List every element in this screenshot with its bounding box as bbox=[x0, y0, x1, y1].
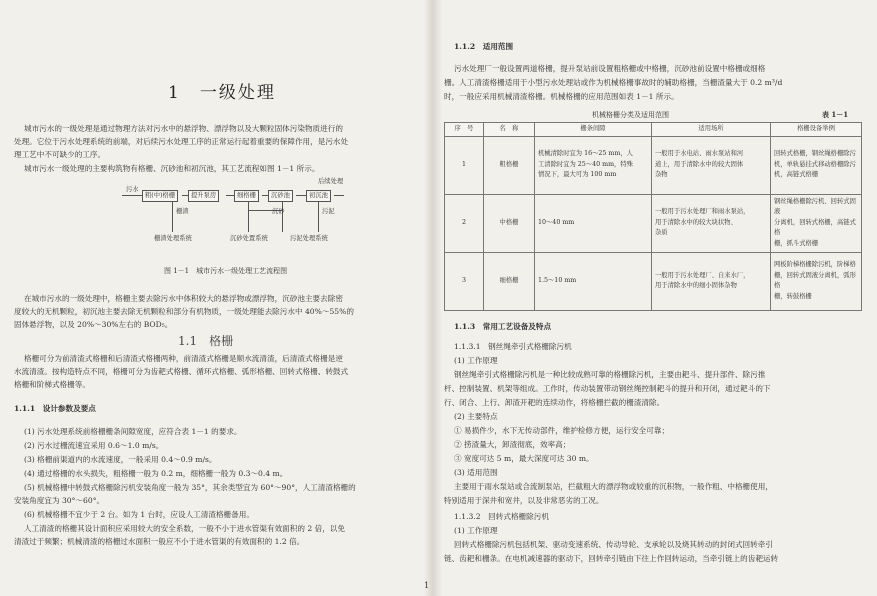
flow-bottom-label: 沉砂处置系统 bbox=[230, 235, 268, 242]
item-line: 特别适用于深井和宽井，以及非常恶劣的工况。 bbox=[444, 496, 604, 505]
paragraph-line: 水流清渣。按构造特点不同，格栅可分为齿耙式格栅、循环式格栅、弧形格栅、回转式格栅、转鼓式 bbox=[14, 367, 349, 376]
flow-node: 沉砂池 bbox=[268, 190, 293, 202]
design-point: (1) 污水处理系统前格栅栅条间隙宽度，应符合表 1－1 的要求。 bbox=[24, 427, 242, 436]
item-line: (3) 适用范围 bbox=[454, 468, 498, 477]
page-number: 1 bbox=[424, 581, 430, 590]
table-cell: 一般用于污水处理厂和雨水泵站， 用于清除水中的较大块状物、 杂质 bbox=[652, 194, 771, 252]
section-title: 1.1 格栅 bbox=[178, 334, 234, 348]
flow-bottom-label: 栅渣处理系统 bbox=[154, 235, 192, 242]
table-cell: 2 bbox=[445, 194, 484, 252]
flow-node: 提升泵房 bbox=[188, 190, 219, 202]
design-point: 安装角度宜为 30°～60°。 bbox=[14, 496, 105, 505]
subsection-title: 1.1.2 适用范围 bbox=[454, 42, 514, 51]
design-point: 人工清渣的格栅其设计面积应采用较大的安全系数，一般不小于进水管渠有效面积的 2 倍，以免 bbox=[24, 524, 345, 533]
paragraph-line: 栅。人工清渣格栅适用于小型污水处理站或作为机械格栅事故时的辅助格栅，当栅渣量大于 0.2 m³/d bbox=[444, 78, 783, 87]
table-header-row bbox=[445, 123, 862, 137]
item-line: (1) 工作原理 bbox=[454, 356, 498, 365]
item-line: 回转式格栅除污机包括机架、驱动变速系统、传动导轮、支承轮以及烧其转动的封闭式回转牵引 bbox=[454, 540, 773, 549]
flow-below-label: 栅渣 bbox=[176, 208, 189, 215]
process-flow-diagram bbox=[122, 180, 352, 250]
figure-caption: 图 1－1 城市污水一级处理工艺流程图 bbox=[164, 267, 288, 275]
item-line: (1) 工作原理 bbox=[454, 526, 498, 535]
flow-node: 细格栅 bbox=[234, 190, 259, 202]
right-page bbox=[442, 0, 867, 596]
item-line: (2) 主要特点 bbox=[454, 412, 498, 421]
flow-output-label: 后续处理 bbox=[318, 178, 344, 185]
item-line: 杆、控制装置、机架等组成。工作时，传动装置带动钢丝绳控制耙斗的提升和开闭，通过耙斗的下 bbox=[444, 384, 771, 393]
subsection-title: 1.1.1 设计参数及要点 bbox=[14, 404, 96, 413]
table-header: 名 称 bbox=[484, 123, 535, 137]
design-point: 清渣过于频繁；机械清渣的格栅过水面积一般应不小于进水管渠的有效面积的 1.2 倍。 bbox=[14, 537, 305, 546]
item-title: 1.1.3.2 回转式格栅除污机 bbox=[454, 512, 549, 521]
design-point: (3) 格栅前渠道内的水流速度，一般采用 0.4～0.9 m/s。 bbox=[24, 455, 217, 464]
design-point: (6) 机械格栅不宜少于 2 台。如为 1 台时，应设人工清渣格栅备用。 bbox=[24, 510, 254, 519]
table-cell: 1 bbox=[445, 136, 484, 194]
table-title: 机械格栅分类及适用范围 bbox=[592, 111, 669, 119]
item-line: 链、齿耙和栅条。在电机减速器的驱动下，回转牵引链由下往上作回转运动，当牵引链上的齿耙运转 bbox=[444, 554, 779, 563]
flow-below-label: 污泥 bbox=[322, 208, 335, 215]
item-line: 主要用于雨水泵站或合流制泵站，拦截粗大的漂浮物或较重的沉积物，一般作粗、中格栅使用， bbox=[454, 482, 773, 491]
intro-line: 理工艺中不可缺少的工序。 bbox=[14, 150, 106, 159]
table-cell: 10～40 mm bbox=[535, 194, 652, 252]
paragraph-line: 在城市污水的一级处理中，格栅主要去除污水中体积较大的悬浮物或漂浮物，沉砂池主要去除密 bbox=[24, 294, 343, 303]
intro-line: 城市污水一级处理的主要构筑物有格栅、沉砂池和初沉池，其工艺流程如图 1－1 所示。 bbox=[24, 164, 320, 173]
item-line: ② 捞渣量大，卸渣彻底，效率高； bbox=[454, 440, 571, 449]
paragraph-line: 格栅可分为前清渣式格栅和后清渣式格栅两种，前清渣式格栅是顺水流清渣，后清渣式格栅是逆 bbox=[24, 354, 343, 363]
table-row bbox=[445, 136, 862, 194]
intro-line: 处理。它位于污水处理系统的前端，对后续污水处理工序的正常运行起着重要的保障作用，是污水处 bbox=[14, 137, 349, 146]
flow-node: 粗(中)格栅 bbox=[142, 190, 178, 202]
design-point: (4) 通过格栅的水头损失，粗格栅一般为 0.2 m，细格栅一般为 0.3～0.4 m。 bbox=[24, 469, 288, 478]
table-cell: 机械清除时宜为 16～25 mm，人 工清除时宜为 25～40 mm，特殊 情况下，最大可为 100 mm bbox=[535, 136, 652, 194]
item-line: ③ 宽度可达 5 m，最大深度可达 30 m。 bbox=[454, 454, 594, 463]
table-cell: 网板阶梯格栅除污机，阶梯格 栅，回转式固液分离机，弧形格 栅，转鼓格栅 bbox=[771, 252, 862, 310]
table-header: 序 号 bbox=[445, 123, 484, 137]
table-cell: 回转式格栅，钢丝绳格栅除污 机，单轨悬挂式移动格栅除污 机，高链式格栅 bbox=[771, 136, 862, 194]
item-line: 钢丝绳牵引式格栅除污机是一种比较成熟可靠的格栅除污机，主要由耙斗、提升部件、除污推 bbox=[454, 370, 766, 379]
item-title: 1.1.3.1 钢丝绳牵引式格栅除污机 bbox=[454, 342, 572, 351]
table-cell: 一般用于污水处理厂、自来水厂， 用于清除水中的细小固体杂物 bbox=[652, 252, 771, 310]
flow-bottom-label: 污泥处理系统 bbox=[290, 235, 328, 242]
table-cell: 3 bbox=[445, 252, 484, 310]
subsection-title: 1.1.3 常用工艺设备及特点 bbox=[454, 322, 552, 331]
paragraph-line: 污水处理厂一般设置两道格栅，提升泵站前设置粗格栅或中格栅，沉砂池前设置中格栅或细格 bbox=[454, 64, 766, 73]
item-line: ① 易损件少，水下无传动部件，维护检修方便，运行安全可靠； bbox=[454, 426, 670, 435]
table-cell: 1.5～10 mm bbox=[535, 252, 652, 310]
paragraph-line: 度较大的无机颗粒，初沉池主要去除无机颗粒和部分有机物质，一级处理能去除污水中 40%～55%的 bbox=[14, 307, 354, 316]
design-point: (2) 污水过栅流速宜采用 0.6～1.0 m/s。 bbox=[24, 441, 164, 450]
design-point: (5) 机械格栅中转鼓式格栅除污机安装角度一般为 35°，其余类型宜为 60°～90°，人工清渣格栅的 bbox=[24, 483, 356, 492]
page-gutter bbox=[424, 0, 442, 596]
table-header: 适用场所 bbox=[652, 123, 771, 137]
grid-classification-table bbox=[444, 122, 862, 311]
paragraph-line: 固体悬浮物，以及 20%～30%左右的 BOD₅。 bbox=[14, 320, 173, 329]
paragraph-line: 时，一般应采用机械清渣格栅。机械格栅的应用范围如表 1－1 所示。 bbox=[444, 92, 679, 101]
flow-node: 初沉池 bbox=[306, 190, 331, 202]
table-cell: 粗格栅 bbox=[484, 136, 535, 194]
table-row bbox=[445, 252, 862, 310]
table-cell: 细格栅 bbox=[484, 252, 535, 310]
flow-below-label: 沉砂 bbox=[272, 208, 285, 215]
table-header: 栅条间隙 bbox=[535, 123, 652, 137]
item-line: 行、闭合、上行、卸渣开耙的连续动作，将格栅拦截的栅渣清除。 bbox=[444, 398, 665, 407]
table-row bbox=[445, 194, 862, 252]
table-cell: 钢丝绳格栅除污机、回转式固液 分离机，回转式格栅，高链式格 栅，抓斗式格栅 bbox=[771, 194, 862, 252]
paragraph-line: 格栅和阶梯式格栅等。 bbox=[14, 380, 90, 389]
chapter-title: 1 一级处理 bbox=[168, 83, 276, 103]
left-page bbox=[10, 0, 424, 596]
intro-line: 城市污水的一级处理是通过物理方法对污水中的悬浮物、漂浮物以及大颗粒固体污染物质进行的 bbox=[24, 124, 343, 133]
flow-input-label: 污水 bbox=[126, 186, 139, 193]
table-number: 表 1－1 bbox=[822, 110, 849, 119]
table-header: 格栅设备举例 bbox=[771, 123, 862, 137]
table-cell: 中格栅 bbox=[484, 194, 535, 252]
table-cell: 一般用于水电站、雨水泵站和河 道上，用于清除水中的较大固体 杂物 bbox=[652, 136, 771, 194]
